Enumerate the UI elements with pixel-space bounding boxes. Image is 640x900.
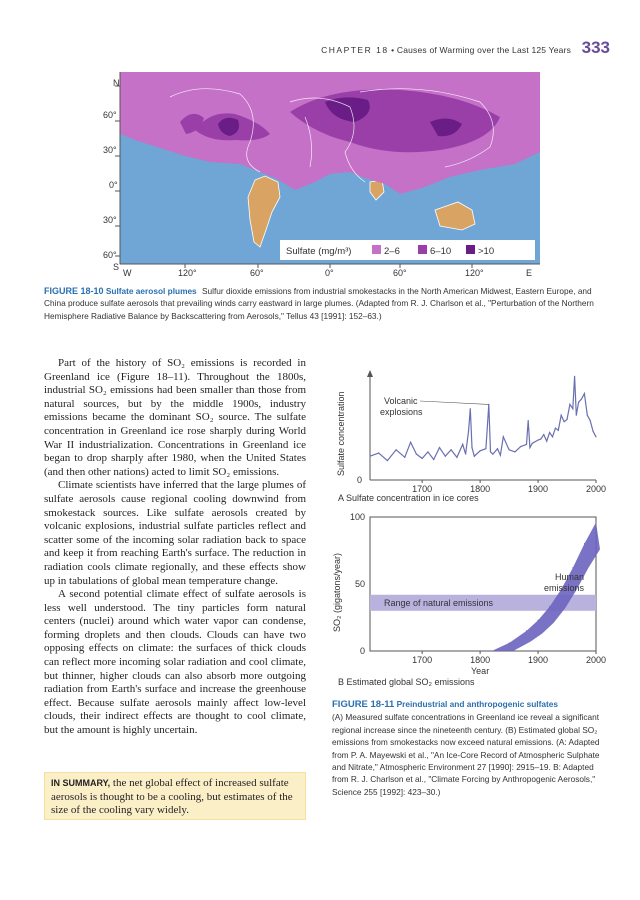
chart-a-point	[503, 436, 504, 437]
legend-title: Sulfate (mg/m³)	[286, 246, 352, 257]
chart-a-point	[561, 415, 562, 416]
lon-120e: 120°	[465, 268, 484, 278]
chart-a-point	[581, 398, 582, 399]
chart-a-point	[595, 436, 596, 437]
chart-a-point	[456, 457, 457, 458]
figure-18-10-label: FIGURE 18-10	[44, 286, 104, 296]
chart-b-xtick-label: 1800	[470, 655, 491, 665]
chart-b-sublabel: B Estimated global SO₂ emissions	[338, 677, 475, 687]
chart-b-point	[572, 567, 573, 568]
chart-a-annotation-line1: Volcanic	[384, 396, 418, 406]
chart-a-point	[514, 451, 515, 452]
chart-a-point	[433, 459, 434, 460]
lat-s: S	[113, 262, 120, 272]
chart-a-point	[546, 441, 547, 442]
chart-a-point	[584, 393, 585, 394]
lon-e: E	[526, 268, 533, 278]
figure-18-11-label: FIGURE 18-11	[332, 699, 395, 710]
chart-a-point	[500, 455, 501, 456]
chart-a-point	[520, 446, 521, 447]
chart-a-point	[439, 447, 440, 448]
chart-b-xtick-label: 1900	[528, 655, 549, 665]
paragraph-2: Climate scientists have inferred that the large plumes of sulfate aerosols cause regional cooling downwind from smokestack sources. Like sulfate aerosols created by volcanic explosions, industrial sulfate particles reflect and scatter some of the incoming solar radiation back to space and keep it from reaching Earth's surface. The reduction in radiation cools climate regionally, and these effects show up in tabulations of global mean temperature change.	[44, 479, 306, 587]
chart-a-point	[462, 444, 463, 445]
sulfate-map-svg	[100, 72, 545, 272]
chart-a-point	[422, 458, 423, 459]
chart-a-sublabel: A Sulfate concentration in ice cores	[338, 493, 479, 503]
running-header	[321, 38, 610, 58]
chart-a-point	[574, 376, 575, 377]
chart-a-point	[576, 415, 577, 416]
figure-18-10-text: Sulfur dioxide emissions from industrial smokestacks in the North American Midwest, Eastern Europe, and China produce sulfate aerosols that prevailing winds carry eastward in large plumes. (Adapted from R. J. Charlson et al., "Perturbation of the Northern Hemisphere Radiative Balance by Backscattering from Aerosols," Tellus 43 [1991]: 152–63.)	[44, 286, 594, 321]
chart-b-point	[549, 606, 550, 607]
lon-w: W	[123, 268, 132, 278]
chart-b	[340, 507, 607, 687]
chart-b-ytick-label: 100	[349, 512, 365, 522]
lat-0: 0°	[109, 180, 118, 190]
summary-box	[44, 772, 306, 820]
chart-a-point	[410, 442, 411, 443]
chart-a-arrow	[367, 370, 373, 377]
chart-a-point	[552, 436, 553, 437]
chart-a-xtick-label: 1800	[470, 484, 491, 494]
chart-a-point	[480, 450, 481, 451]
chart-a-point	[555, 428, 556, 429]
chart-a-point	[465, 453, 466, 454]
chart-b-ytick-label: 50	[354, 579, 365, 589]
chart-a-ytick-label: 0	[356, 475, 362, 485]
chart-a	[340, 362, 607, 494]
chart-a-point	[593, 431, 594, 432]
chart-a-point	[445, 456, 446, 457]
chart-a-annotation-line2: explosions	[380, 407, 423, 417]
chart-a-point	[416, 453, 417, 454]
lon-120w: 120°	[178, 268, 197, 278]
lat-60n: 60°	[103, 110, 117, 120]
chart-a-point	[395, 449, 396, 450]
figure-18-10-title: Sulfate aerosol plumes	[105, 286, 197, 296]
chart-a-point	[508, 449, 509, 450]
chart-b-human-label-line1: Human	[554, 571, 584, 582]
lat-30n: 30°	[103, 145, 117, 155]
chart-a-point	[369, 456, 370, 457]
chart-a-point	[470, 408, 471, 409]
legend-low: 2–6	[384, 246, 400, 257]
chart-a-point	[492, 453, 493, 454]
chart-a-point	[543, 434, 544, 435]
chart-a-point	[578, 402, 579, 403]
figure-18-11-caption	[332, 698, 602, 798]
chart-a-point	[572, 408, 573, 409]
chart-a-xtick-label: 1700	[412, 484, 433, 494]
legend-high: >10	[478, 246, 495, 257]
lat-30s: 30°	[103, 215, 117, 225]
chart-a-point	[590, 420, 591, 421]
chapter-label: CHAPTER 18	[321, 45, 389, 55]
chart-a-point	[404, 457, 405, 458]
chart-a-point	[468, 431, 469, 432]
chart-b-point	[584, 543, 585, 544]
chart-b-point	[538, 620, 539, 621]
paragraph-1: Part of the history of SO₂ emissions is recorded in Greenland ice (Figure 18–11). Throughout the 1800s, industrial SO₂ emissions had been smaller than those from natural sources, but by the middle 1900s, industry emissions became the dominant SO₂ source. The sulfate concentration in Greenland ice rose sharply during World War II industrialization. Concentrations in Greenland ice began to drop sharply after 1980, when the United States (and then other nations) acted to limit SO₂ emissions.	[44, 357, 306, 478]
lat-60s: 60°	[103, 250, 117, 260]
legend-mid: 6–10	[430, 246, 452, 257]
chart-b-point	[491, 651, 492, 652]
section-title: • Causes of Warming over the Last 125 Years	[391, 45, 572, 55]
chart-b-point	[509, 642, 510, 643]
chart-b-xtick-label: 2000	[585, 655, 607, 665]
chart-b-natural-label: Range of natural emissions	[384, 597, 494, 608]
chart-a-point	[485, 448, 486, 449]
figure-18-10-caption	[44, 285, 604, 322]
chart-a-point	[387, 460, 388, 461]
chart-a-point	[569, 404, 570, 405]
chart-a-point	[526, 444, 527, 445]
summary-text: the net global effect of increased sulfate aerosols is thought to be a cooling, but estimates of the size of the cooling vary widely.	[51, 777, 293, 816]
chart-b-ylabel: SO₂ (gigatons/year)	[332, 552, 342, 632]
chart-a-point	[549, 432, 550, 433]
chart-a-point	[451, 449, 452, 450]
chart-a-point	[564, 421, 565, 422]
chart-b-human-label-line2: emissions	[543, 582, 584, 593]
chart-a-xtick-label: 2000	[585, 484, 607, 494]
chart-a-point	[528, 420, 529, 421]
chart-a-point	[427, 451, 428, 452]
sulfate-map	[100, 72, 545, 272]
chart-a-ylabel: Sulfate concentration	[336, 391, 346, 476]
chart-b-ytick-label: 0	[359, 646, 365, 656]
figure-18-11-title: Preindustrial and anthropogenic sulfates	[396, 699, 558, 709]
chart-a-point	[471, 447, 472, 448]
chart-a-point	[540, 438, 541, 439]
chart-a-point	[474, 456, 475, 457]
chart-a-point	[378, 452, 379, 453]
chart-a-point	[566, 419, 567, 420]
chart-a-series-line	[370, 376, 596, 460]
lon-0: 0°	[325, 268, 334, 278]
chart-b-xtick-label: 1700	[412, 655, 433, 665]
chart-a-point	[558, 430, 559, 431]
summary-key: IN SUMMARY,	[51, 778, 111, 788]
chart-a-xtick-label: 1900	[528, 484, 549, 494]
lat-n: N	[113, 78, 120, 88]
chart-b-point	[596, 522, 597, 523]
figure-18-11-text: (A) Measured sulfate concentrations in Greenland ice reveal a significant regional increase since the nineteenth century. (B) Estimated global SO₂ emissions from smokestacks now exceed natural emissions. (A: Adapted from P. A. Mayewski et al., "An Ice-Core Record of Atmospheric Sulphate and Nitrate," Atmospheric Environment 27 [1990]: 2915–19. B: Adapted from R. J. Charlson et al., "Climate Forcing by Anthropogenic Aerosols," Science 255 [1992]: 423–30.)	[332, 712, 600, 797]
chart-a-point	[537, 439, 538, 440]
paragraph-3: A second potential climate effect of sulfate aerosols is less well understood. The tiny particles form natural centers (nuclei) around which water vapor can condense, forming droplets and then clouds. Clouds can have two opposing effects on climate: the surfaces of thick clouds can reflect more incoming solar radiation and cool climate, but thinner, higher clouds can also absorb more outgoing radiation from Earth's surface and increase the greenhouse effect. Because sulfate aerosols mainly affect low-level clouds, their indirect effects are thought to cool climate, but the amount is highly uncertain.	[44, 588, 306, 737]
body-text	[44, 357, 306, 738]
chart-a-point	[490, 451, 491, 452]
chart-a-point	[532, 443, 533, 444]
chart-b-point	[526, 630, 527, 631]
chart-b-xlabel: Year	[471, 666, 490, 676]
lon-60e: 60°	[393, 268, 407, 278]
chart-a-annotation-pointer	[420, 401, 489, 404]
page-number: 333	[581, 38, 610, 57]
chart-a-point	[497, 448, 498, 449]
lon-60w: 60°	[250, 268, 264, 278]
chart-a-point	[587, 415, 588, 416]
chart-a-point	[529, 447, 530, 448]
